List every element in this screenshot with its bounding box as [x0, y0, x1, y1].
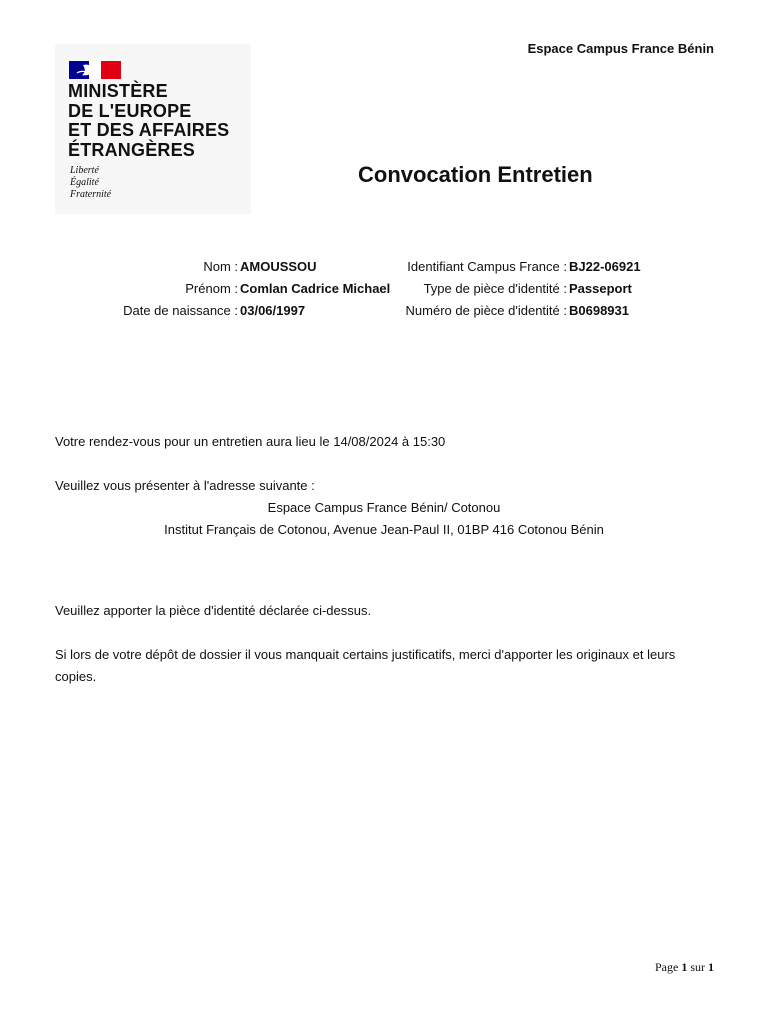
address-line-1-wrap: [0, 500, 768, 515]
identifiant-label: Identifiant Campus France :: [407, 259, 567, 274]
nom-value: AMOUSSOU: [240, 259, 317, 274]
id-reminder: Veuillez apporter la pièce d'identité déclarée ci-dessus.: [55, 603, 372, 618]
page-counter: [655, 960, 714, 975]
ministry-line: MINISTÈRE: [68, 81, 168, 101]
appointment-text: Votre rendez-vous pour un entretien aura lieu le 14/08/2024 à 15:30: [55, 434, 446, 449]
address-line-2-wrap: [0, 522, 768, 537]
numero-piece-value: B0698931: [569, 303, 629, 318]
header-organization: Espace Campus France Bénin: [527, 41, 714, 56]
motto-line: Égalité: [70, 177, 99, 188]
address-intro: Veuillez vous présenter à l'adresse suivante :: [55, 478, 315, 493]
page-total: 1: [708, 960, 714, 974]
documents-reminder: Si lors de votre dépôt de dossier il vous manquait certains justificatifs, merci d'apporter les originaux et leurs copies.: [55, 647, 676, 684]
numero-piece-label: Numéro de pièce d'identité :: [405, 303, 567, 318]
marianne-flag-icon: [69, 61, 121, 79]
ministry-logo: [55, 44, 251, 214]
page-word: Page: [655, 960, 679, 974]
motto-line: Liberté: [70, 165, 99, 176]
type-piece-label: Type de pièce d'identité :: [423, 281, 567, 296]
ministry-line: DE L'EUROPE: [68, 100, 192, 121]
type-piece-value: Passeport: [569, 281, 632, 296]
nom-label: Nom :: [203, 259, 238, 274]
of-word: sur: [690, 960, 705, 974]
prenom-label: Prénom :: [185, 281, 238, 296]
ministry-line: ÉTRANGÈRES: [68, 139, 196, 160]
ministry-line: ET DES AFFAIRES: [68, 120, 230, 140]
identifiant-value: BJ22-06921: [569, 259, 641, 274]
naissance-label: Date de naissance :: [123, 303, 238, 318]
motto-line: Fraternité: [70, 189, 112, 200]
document-title: Convocation Entretien: [358, 162, 593, 187]
ministry-name: [68, 82, 229, 160]
prenom-value: Comlan Cadrice Michael: [240, 281, 391, 296]
republic-motto: [70, 165, 111, 201]
address-line-2: Institut Français de Cotonou, Avenue Jean-Paul II, 01BP 416 Cotonou Bénin: [164, 522, 604, 537]
address-line-1: Espace Campus France Bénin/ Cotonou: [267, 500, 501, 515]
naissance-value: 03/06/1997: [240, 303, 306, 318]
page-current: 1: [681, 960, 688, 974]
